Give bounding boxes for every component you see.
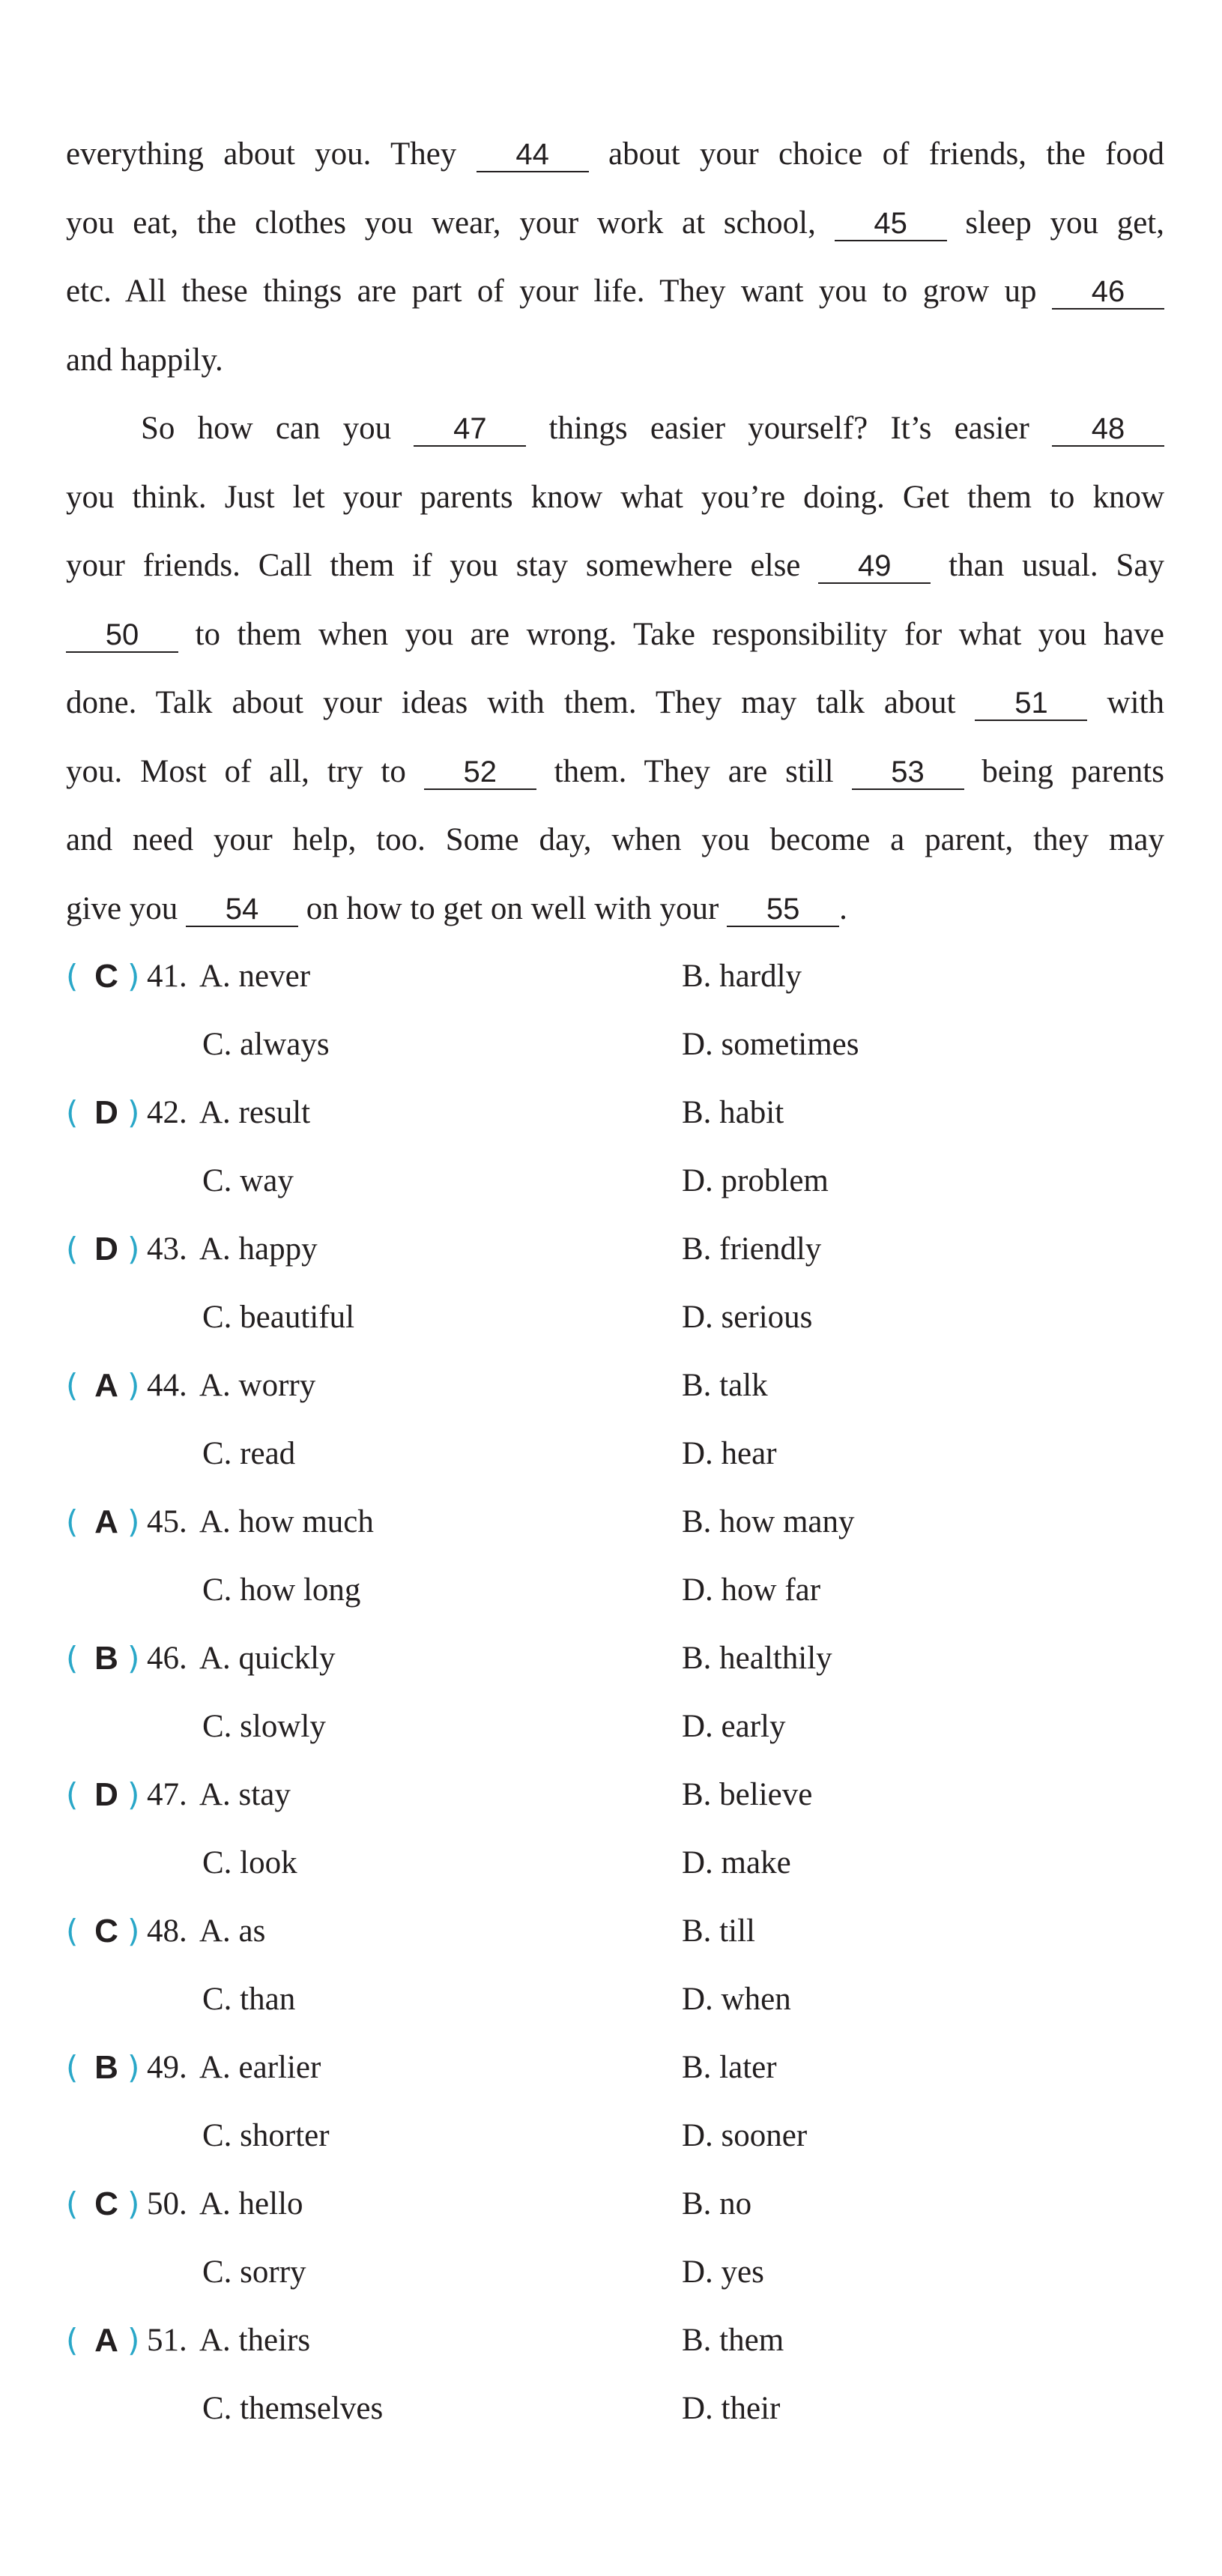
- option-a: A. as: [199, 1913, 266, 1949]
- passage-lines: [66, 120, 1164, 943]
- option-d: D. serious: [682, 1300, 813, 1335]
- option-d: D. make: [682, 1845, 791, 1880]
- blank-48: 48: [1052, 412, 1164, 447]
- option-c: C. than: [202, 1982, 296, 2017]
- passage-line: [66, 531, 1164, 600]
- question-options-row: [66, 1147, 1164, 1215]
- option-b: B. hardly: [682, 959, 802, 994]
- passage-text: done. Talk about your ideas with them. They may talk about: [66, 685, 976, 720]
- passage-text: give you: [66, 890, 187, 926]
- answer-letter: A: [94, 1503, 118, 1540]
- option-d: D. sometimes: [682, 1027, 859, 1062]
- question-number: 42.: [147, 1095, 187, 1130]
- option-c: C. how long: [202, 1572, 361, 1608]
- question-42: [66, 1079, 1164, 1147]
- option-c: C. beautiful: [202, 1300, 355, 1335]
- answer-letter: C: [94, 958, 118, 995]
- question-43: [66, 1215, 1164, 1283]
- paren-close: ): [127, 2049, 140, 2086]
- blank-52: 52: [424, 755, 536, 790]
- question-44: [66, 1351, 1164, 1420]
- blank-51: 51: [975, 687, 1087, 721]
- question-list: [66, 942, 1164, 2443]
- question-number: 47.: [147, 1777, 187, 1812]
- passage-text: everything about you. They: [66, 136, 477, 172]
- passage-text: with: [1087, 685, 1164, 720]
- answer-letter: A: [94, 2322, 118, 2359]
- option-d: D. sooner: [682, 2118, 808, 2153]
- question-options-row: [66, 1829, 1164, 1897]
- answer-letter: C: [94, 2186, 118, 2222]
- blank-50: 50: [66, 618, 178, 653]
- option-b: B. healthily: [682, 1641, 832, 1676]
- passage-text: So how can you: [141, 411, 414, 446]
- paren-close: ): [127, 2186, 140, 2222]
- passage-text: sleep you get,: [946, 205, 1164, 241]
- option-a: A. quickly: [199, 1641, 336, 1676]
- paren-open: (: [66, 1367, 79, 1404]
- option-b: B. later: [682, 2050, 777, 2085]
- option-d: D. how far: [682, 1572, 821, 1608]
- passage-line: [66, 189, 1164, 258]
- option-a: A. earlier: [199, 2050, 321, 2085]
- option-c: C. always: [202, 1027, 330, 1062]
- option-b: B. believe: [682, 1777, 813, 1812]
- question-options-row: [66, 2102, 1164, 2170]
- question-number: 50.: [147, 2186, 187, 2221]
- passage-line: [66, 257, 1164, 326]
- option-a: A. how much: [199, 1504, 374, 1539]
- question-45: [66, 1488, 1164, 1556]
- passage-text: to them when you are wrong. Take responsibility for what you have: [178, 616, 1164, 652]
- paren-close: ): [127, 1640, 140, 1677]
- question-51: [66, 2306, 1164, 2374]
- passage-line: [66, 463, 1164, 532]
- paren-open: (: [66, 1913, 79, 1949]
- blank-46: 46: [1052, 275, 1164, 310]
- blank-53: 53: [852, 755, 964, 790]
- answer-letter: D: [94, 1231, 118, 1267]
- question-50: [66, 2170, 1164, 2238]
- answer-letter: C: [94, 1913, 118, 1949]
- option-d: D. problem: [682, 1163, 829, 1198]
- option-c: C. shorter: [202, 2118, 330, 2153]
- paren-open: (: [66, 958, 79, 995]
- option-a: A. theirs: [199, 2323, 311, 2358]
- paren-close: ): [127, 1231, 140, 1267]
- paren-close: ): [127, 1367, 140, 1404]
- passage-text: and need your help, too. Some day, when you become a parent, they may: [66, 822, 1164, 857]
- option-b: B. no: [682, 2186, 752, 2221]
- option-b: B. friendly: [682, 1231, 822, 1267]
- paren-open: (: [66, 2322, 79, 2359]
- question-48: [66, 1897, 1164, 1965]
- passage-text: your friends. Call them if you stay somewhere else: [66, 548, 819, 583]
- question-47: [66, 1761, 1164, 1829]
- passage-line: [66, 806, 1164, 875]
- option-a: A. happy: [199, 1231, 318, 1267]
- passage-text: etc. All these things are part of your life. They want you to grow up: [66, 274, 1052, 309]
- option-d: D. yes: [682, 2254, 764, 2290]
- passage-text: on how to get on well with your: [298, 890, 728, 926]
- paren-close: ): [127, 1503, 140, 1540]
- blank-47: 47: [414, 412, 526, 447]
- passage-text: them. They are still: [536, 753, 852, 789]
- question-number: 48.: [147, 1913, 187, 1949]
- option-c: C. themselves: [202, 2391, 384, 2426]
- option-a: A. hello: [199, 2186, 303, 2221]
- blank-45: 45: [835, 207, 947, 241]
- paren-open: (: [66, 1503, 79, 1540]
- option-a: A. result: [199, 1095, 311, 1130]
- question-number: 44.: [147, 1368, 187, 1403]
- question-options-row: [66, 2374, 1164, 2443]
- question-options-row: [66, 1692, 1164, 1761]
- option-c: C. sorry: [202, 2254, 306, 2290]
- question-options-row: [66, 1283, 1164, 1351]
- option-c: C. slowly: [202, 1709, 326, 1744]
- passage-line: [66, 394, 1164, 463]
- paren-open: (: [66, 2186, 79, 2222]
- blank-54: 54: [186, 893, 298, 927]
- question-number: 45.: [147, 1504, 187, 1539]
- paren-open: (: [66, 1640, 79, 1677]
- blank-55: 55: [727, 893, 839, 927]
- question-rows: [66, 942, 1164, 2443]
- passage: [66, 120, 1164, 943]
- paren-open: (: [66, 1776, 79, 1813]
- question-49: [66, 2033, 1164, 2102]
- question-options-row: [66, 1556, 1164, 1624]
- passage-line: [66, 120, 1164, 189]
- passage-line: [66, 669, 1164, 737]
- option-d: D. their: [682, 2391, 781, 2426]
- answer-letter: D: [94, 1094, 118, 1131]
- paren-open: (: [66, 1231, 79, 1267]
- option-b: B. habit: [682, 1095, 784, 1130]
- option-b: B. how many: [682, 1504, 855, 1539]
- passage-text: you eat, the clothes you wear, your work at school,: [66, 205, 835, 241]
- paren-close: ): [127, 1913, 140, 1949]
- question-options-row: [66, 1010, 1164, 1079]
- paren-open: (: [66, 1094, 79, 1131]
- passage-text: things easier yourself? It’s easier: [526, 411, 1053, 446]
- question-options-row: [66, 1965, 1164, 2033]
- option-b: B. till: [682, 1913, 755, 1949]
- blank-49: 49: [818, 549, 931, 584]
- paren-close: ): [127, 958, 140, 995]
- passage-line: [66, 326, 1164, 395]
- passage-text: you think. Just let your parents know what you’re doing. Get them to know: [66, 479, 1164, 515]
- passage-text: you. Most of all, try to: [66, 753, 424, 789]
- question-number: 43.: [147, 1231, 187, 1267]
- passage-line: [66, 600, 1164, 669]
- option-a: A. never: [199, 959, 311, 994]
- option-b: B. them: [682, 2323, 784, 2358]
- paren-close: ): [127, 2322, 140, 2359]
- question-46: [66, 1624, 1164, 1692]
- question-41: [66, 942, 1164, 1010]
- option-d: D. early: [682, 1709, 786, 1744]
- question-options-row: [66, 2238, 1164, 2306]
- paren-close: ): [127, 1776, 140, 1813]
- passage-line: [66, 875, 1164, 944]
- paren-close: ): [127, 1094, 140, 1131]
- option-a: A. stay: [199, 1777, 291, 1812]
- option-b: B. talk: [682, 1368, 768, 1403]
- option-d: D. hear: [682, 1436, 777, 1471]
- passage-text: about your choice of friends, the food: [588, 136, 1164, 172]
- option-c: C. read: [202, 1436, 296, 1471]
- question-options-row: [66, 1420, 1164, 1488]
- answer-letter: B: [94, 2049, 118, 2086]
- passage-line: [66, 737, 1164, 806]
- question-number: 41.: [147, 959, 187, 994]
- option-d: D. when: [682, 1982, 791, 2017]
- passage-text: and happily.: [66, 342, 223, 378]
- blank-44: 44: [477, 138, 589, 172]
- passage-text: .: [839, 890, 847, 926]
- passage-text: being parents: [964, 753, 1164, 789]
- question-number: 51.: [147, 2323, 187, 2358]
- option-c: C. look: [202, 1845, 297, 1880]
- question-number: 46.: [147, 1641, 187, 1676]
- answer-letter: D: [94, 1776, 118, 1813]
- answer-letter: B: [94, 1640, 118, 1677]
- option-c: C. way: [202, 1163, 294, 1198]
- paren-open: (: [66, 2049, 79, 2086]
- passage-text: than usual. Say: [931, 548, 1164, 583]
- option-a: A. worry: [199, 1368, 316, 1403]
- question-number: 49.: [147, 2050, 187, 2085]
- answer-letter: A: [94, 1367, 118, 1404]
